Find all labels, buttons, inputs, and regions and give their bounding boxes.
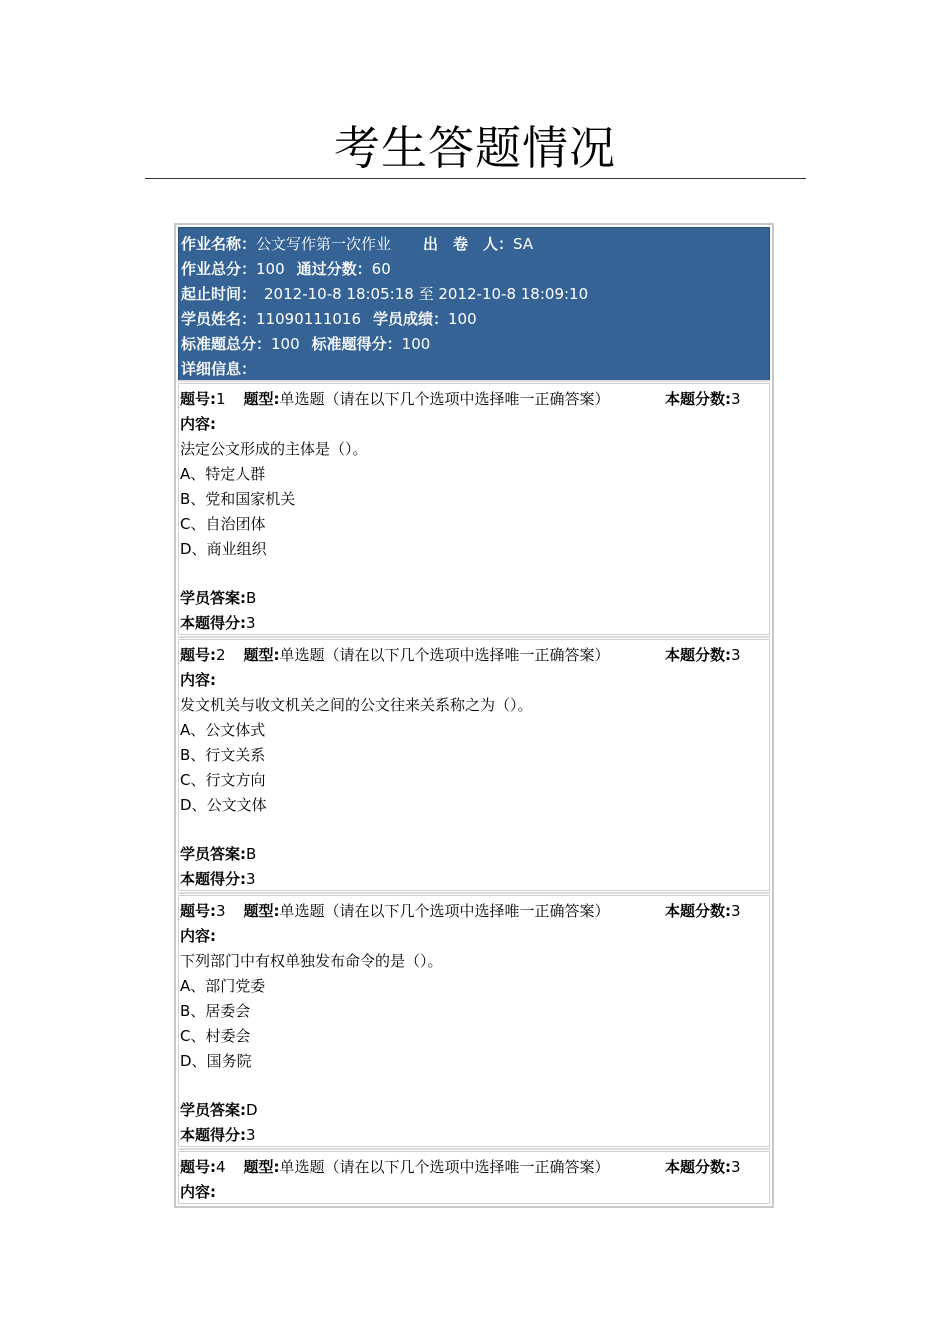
std-total-value: 100	[271, 335, 300, 353]
content-label: 内容:	[180, 671, 216, 689]
detail-label: 详细信息：	[181, 360, 257, 378]
content-label: 内容:	[180, 927, 216, 945]
grade-value: 100	[448, 310, 477, 328]
earned-score: 本题得分:3	[180, 870, 256, 888]
time-end: 2012-10-8 18:09:10	[438, 285, 589, 303]
student-label: 学员姓名：	[181, 310, 257, 328]
student-row	[181, 309, 477, 329]
detail-row	[181, 359, 256, 379]
option-a: A、部门党委	[180, 977, 266, 995]
std-score-value: 100	[401, 335, 431, 353]
page-title: 考生答题情况	[334, 121, 616, 175]
option-c: C、行文方向	[180, 771, 266, 789]
question-points: 本题分数:3	[665, 646, 741, 664]
question-block	[178, 895, 770, 1147]
title-divider	[145, 178, 806, 179]
student-answer: 学员答案:B	[180, 589, 257, 607]
option-a: A、公文体式	[180, 721, 266, 739]
question-points: 本题分数:3	[665, 1158, 741, 1176]
content-label: 内容:	[180, 415, 216, 433]
question-block	[178, 639, 770, 891]
score-row	[181, 259, 391, 279]
summary-header	[178, 227, 770, 381]
pass-value: 60	[371, 260, 391, 278]
question-meta: 题号:2 题型:单选题（请在以下几个选项中选择唯一正确答案）	[180, 646, 610, 664]
earned-score: 本题得分:3	[180, 1126, 256, 1144]
total-value: 100	[256, 260, 285, 278]
question-content: 下列部门中有权单独发布命令的是（）。	[180, 952, 443, 970]
option-c: C、村委会	[180, 1027, 251, 1045]
student-answer: 学员答案:D	[180, 1101, 258, 1119]
pass-label: 通过分数：	[296, 260, 372, 278]
question-meta: 题号:1 题型:单选题（请在以下几个选项中选择唯一正确答案）	[180, 390, 610, 408]
question-points: 本题分数:3	[665, 902, 741, 920]
grade-label: 学员成绩：	[373, 310, 449, 328]
assignment-row	[181, 234, 533, 254]
standard-row	[181, 334, 430, 354]
question-block	[178, 383, 770, 635]
author-label: 出 卷 人：	[423, 235, 514, 253]
time-separator: 至	[418, 285, 434, 303]
student-id: 11090111016	[256, 310, 361, 328]
std-total-label: 标准题总分：	[181, 335, 272, 353]
question-content: 发文机关与收文机关之间的公文往来关系称之为（）。	[180, 696, 533, 714]
option-a: A、特定人群	[180, 465, 266, 483]
option-d: D、国务院	[180, 1052, 252, 1070]
assignment-name-label: 作业名称：	[181, 235, 257, 253]
content-label: 内容:	[180, 1183, 216, 1201]
assignment-name: 公文写作第一次作业	[256, 235, 392, 253]
time-start: 2012-10-8 18:05:18	[264, 285, 414, 303]
option-b: B、行文关系	[180, 746, 266, 764]
question-points: 本题分数:3	[665, 390, 741, 408]
option-b: B、居委会	[180, 1002, 251, 1020]
time-row	[181, 284, 588, 304]
question-meta: 题号:4 题型:单选题（请在以下几个选项中选择唯一正确答案）	[180, 1158, 610, 1176]
time-label: 起止时间：	[181, 285, 257, 303]
earned-score: 本题得分:3	[180, 614, 256, 632]
option-d: D、商业组织	[180, 540, 267, 558]
std-score-label: 标准题得分：	[311, 335, 402, 353]
option-c: C、自治团体	[180, 515, 266, 533]
question-block	[178, 1151, 770, 1204]
option-d: D、公文文体	[180, 796, 267, 814]
question-content: 法定公文形成的主体是（）。	[180, 440, 368, 458]
author: SA	[513, 235, 534, 253]
option-b: B、党和国家机关	[180, 490, 296, 508]
total-label: 作业总分：	[181, 260, 257, 278]
question-meta: 题号:3 题型:单选题（请在以下几个选项中选择唯一正确答案）	[180, 902, 610, 920]
student-answer: 学员答案:B	[180, 845, 257, 863]
results-frame	[174, 223, 774, 1208]
